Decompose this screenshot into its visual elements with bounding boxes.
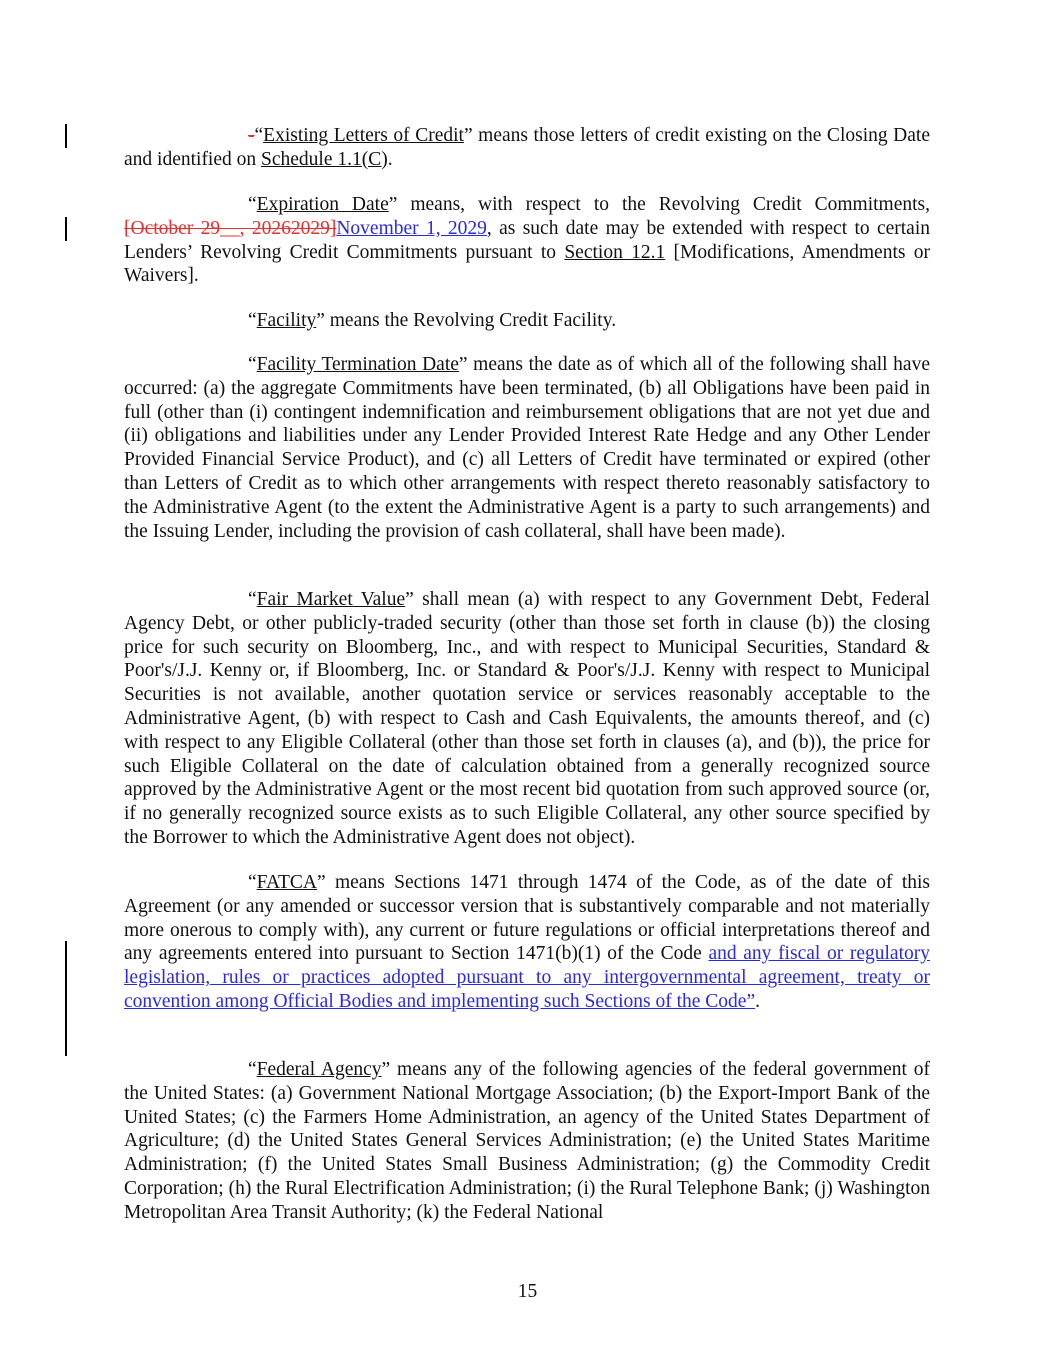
definition-federal-agency <box>124 1058 930 1225</box>
definition-expiration-date <box>124 193 930 288</box>
open-quote: “ <box>248 1059 257 1080</box>
definition-text: . <box>755 990 760 1012</box>
defined-term: Federal Agency <box>256 1059 382 1080</box>
open-quote: “ <box>248 872 257 893</box>
open-quote: “ <box>248 310 257 331</box>
open-quote: “ <box>248 354 257 375</box>
change-bar <box>65 941 67 1056</box>
defined-term: FATCA <box>256 872 317 893</box>
defined-term: Existing Letters of Credit <box>263 125 464 146</box>
definition-text: ” means the date as of which all of the following shall have occurred: (a) the aggregate Commitments have been terminated, (b) all Obligations have been paid in full (other than (i) contingent indemnification and reimbursement obligations that are not yet due and (ii) obligations and liabilities under any Lender Provided Interest Rate Hedge and any Other Lender Provided Financial Service Product), and (c) all Letters of Credit have terminated or expired (other than Letters of Credit as to which other arrangements with respect thereto reasonably satisfactory to the Administrative Agent (to the extent the Administrative Agent is a party to such arrangements) and the Issuing Lender, including the provision of cash collateral, shall have been made). <box>124 354 930 542</box>
definition-text: , as such date may be extended with respect to certain Lenders’ Revolving Credit Commitments pursuant to <box>124 217 930 263</box>
inserted-text: and any fiscal or regulatory legislation, rules or practices adopted pursuant to any intergovernmental agreement, treaty or convention among Official Bodies and implementing such Sections of the Code” <box>124 943 930 1012</box>
inserted-text: November 1, 2029 <box>336 217 487 239</box>
cross-reference: Schedule 1.1(C) <box>261 148 388 170</box>
definition-text: ” means the Revolving Credit Facility. <box>316 310 617 331</box>
definition-text: ” means any of the following agencies of the federal government of the United States: (a) Government National Mortgage Association; (b) the Export-Import Bank of the United States; (c) the Farmers Home Administration, an agency of the United States Department of Agriculture; (d) the United States General Services Administration; (e) the United States Maritime Administration; (f) the United States Small Business Administration; (g) the Commodity Credit Corporation; (h) the Rural Electrification Administration; (i) the Rural Telephone Bank; (j) Washington Metropolitan Area Transit Authority; (k) the Federal National <box>124 1059 931 1223</box>
definition-text: ” shall mean (a) with respect to any Government Debt, Federal Agency Debt, or other publicly-traded security (other than those set forth in clause (b)) the closing price for such security on Bloomberg, Inc., and with respect to Municipal Securities, Standard & Poor's/J.J. Kenny or, if Bloomberg, Inc. or Standard & Poor's/J.J. Kenny with respect to Municipal Securities is not available, another quotation service or services reasonably acceptable to the Administrative Agent, (b) with respect to Cash and Cash Equivalents, the amounts thereof, and (c) with respect to any Eligible Collateral (other than those set forth in clauses (a), and (b)), the price for such Eligible Collateral on the date of calculation obtained from a generally recognized source approved by the Administrative Agent or the most recent bid quotation from such approved source (or, if no generally recognized source exists as to such Eligible Collateral, any other source specified by the Borrower to which the Administrative Agent does not object). <box>124 589 930 848</box>
defined-term: Fair Market Value <box>256 589 406 610</box>
definition-existing-letters-of-credit <box>124 124 930 172</box>
definition-fatca <box>124 871 930 1014</box>
change-bar <box>65 217 67 241</box>
defined-term: Facility <box>256 310 317 331</box>
cross-reference: Section 12.1 <box>564 241 666 263</box>
open-quote: “ <box>248 589 257 610</box>
deleted-text: [October 29__, 20262029] <box>124 217 337 239</box>
definition-text: [Modifications, Amendments or Waivers]. <box>124 241 930 287</box>
definition-fair-market-value <box>124 588 930 850</box>
definition-facility <box>124 309 930 333</box>
definition-facility-termination-date <box>124 353 930 543</box>
definition-text: ” means those letters of credit existing on the Closing Date and identified on <box>124 125 930 170</box>
definition-text: ” means, with respect to the Revolving Credit Commitments, <box>388 194 931 215</box>
definition-text: ” means Sections 1471 through 1474 of the Code, as of the date of this Agreement (or any amended or successor version that is substantively comparable and not materially more onerous to comply with), any current or future regulations or official interpretations thereof and any agreements entered into pursuant to Section 1471(b)(1) of the Code <box>124 872 930 965</box>
defined-term: Facility Termination Date <box>256 354 459 375</box>
open-quote: “ <box>248 194 257 215</box>
open-quote: “ <box>254 125 264 146</box>
deleted-text: - <box>248 125 255 146</box>
defined-term: Expiration Date <box>256 194 389 215</box>
page-number: 15 <box>517 1281 538 1302</box>
definition-text: . <box>387 148 393 170</box>
change-bar <box>65 124 67 148</box>
